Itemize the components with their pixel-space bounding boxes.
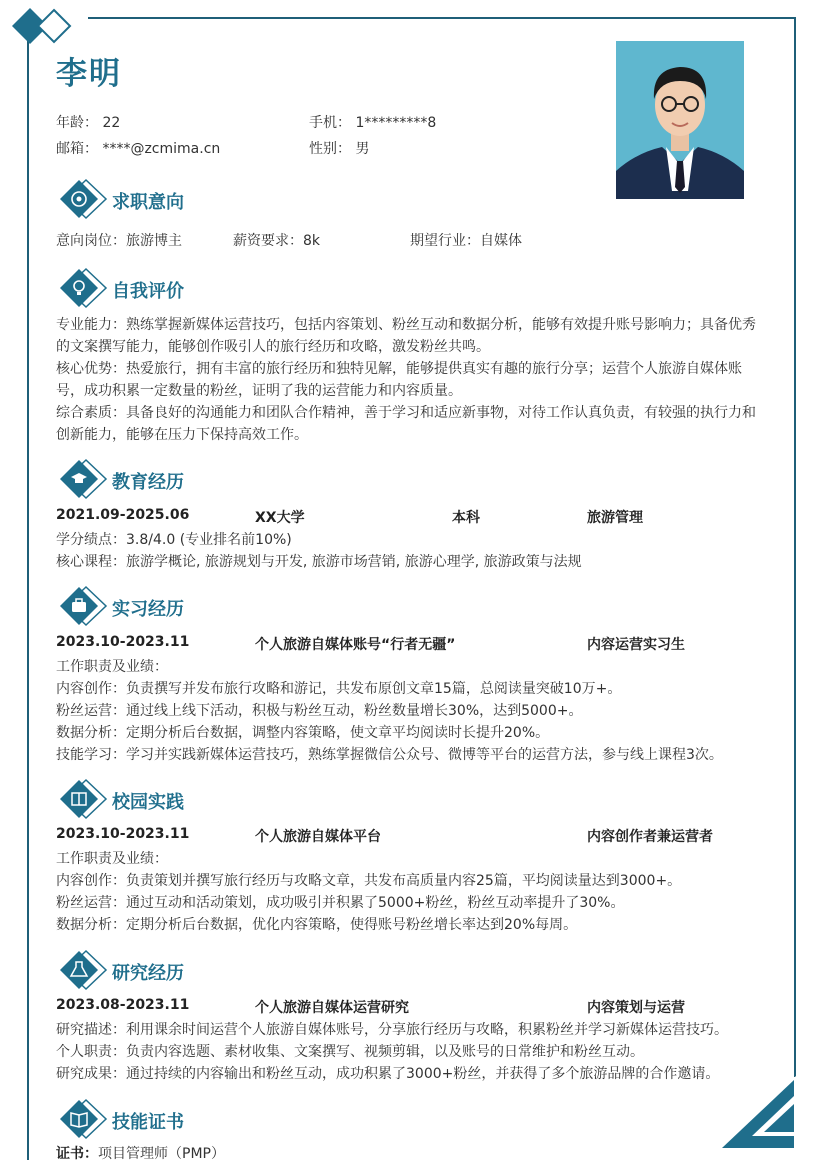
edu-courses: 核心课程：旅游学概论, 旅游规划与开发, 旅游市场营销, 旅游心理学, 旅游政策与法规 bbox=[56, 554, 582, 570]
research-line: 研究成果：通过持续的内容输出和粉丝互动，成功积累了3000+粉丝，并获得了多个旅游品牌的合作邀请。 bbox=[56, 1066, 720, 1082]
target-icon bbox=[58, 178, 108, 220]
intent-position: 意向岗位：旅游博主 bbox=[56, 233, 182, 249]
edu-degree: 本科 bbox=[452, 510, 480, 526]
frame-left-line bbox=[27, 30, 29, 1160]
campus-org: 个人旅游自媒体平台 bbox=[255, 829, 381, 845]
intern-line: 内容创作：负责撰写并发布旅行攻略和游记，共发布原创文章15篇，总阅读量突破10万+。 bbox=[56, 681, 622, 697]
intern-line: 粉丝运营：通过线上线下活动，积极与粉丝互动，粉丝数量增长30%，达到5000+。 bbox=[56, 703, 583, 719]
cert-label: 证书： bbox=[56, 1146, 98, 1162]
section-title: 实习经历 bbox=[112, 599, 184, 620]
candidate-name: 李明 bbox=[56, 56, 122, 92]
research-line: 研究描述：利用课余时间运营个人旅游自媒体账号，分享旅行经历与攻略，积累粉丝并学习新媒体运营技巧。 bbox=[56, 1022, 728, 1038]
section-title: 自我评价 bbox=[112, 281, 184, 302]
corner-stripe-decoration bbox=[716, 1076, 796, 1150]
phone-value: 1*********8 bbox=[355, 115, 437, 131]
phone-label: 手机： bbox=[309, 115, 351, 131]
intent-salary: 薪资要求：8k bbox=[233, 233, 321, 249]
research-period: 2023.08-2023.11 bbox=[56, 997, 190, 1013]
campus-line: 工作职责及业绩： bbox=[56, 851, 168, 867]
campus-role: 内容创作者兼运营者 bbox=[587, 829, 713, 845]
phone-row bbox=[309, 112, 436, 132]
section-title: 求职意向 bbox=[112, 192, 184, 213]
intern-line: 工作职责及业绩： bbox=[56, 659, 168, 675]
email-value: ****@zcmima.cn bbox=[102, 141, 221, 157]
section-internship bbox=[58, 585, 658, 629]
intern-period: 2023.10-2023.11 bbox=[56, 634, 190, 650]
intent-industry: 期望行业：自媒体 bbox=[410, 233, 522, 249]
cert-row bbox=[56, 1144, 225, 1164]
campus-line: 粉丝运营：通过互动和活动策划，成功吸引并积累了5000+粉丝，粉丝互动率提升了30%。 bbox=[56, 895, 625, 911]
section-research bbox=[58, 949, 658, 993]
section-title: 校园实践 bbox=[112, 792, 184, 813]
section-skills bbox=[58, 1098, 658, 1142]
corner-diamond-decoration bbox=[10, 6, 90, 46]
section-job-intent bbox=[58, 178, 658, 222]
edu-gpa: 学分绩点：3.8/4.0 (专业排名前10%) bbox=[56, 532, 292, 548]
intern-line: 技能学习：学习并实践新媒体运营技巧，熟练掌握微信公众号、微博等平台的运营方法，参与线上课程3次。 bbox=[56, 747, 723, 763]
intern-org: 个人旅游自媒体账号“行者无疆” bbox=[255, 637, 456, 653]
intern-line: 数据分析：定期分析后台数据，调整内容策略，使文章平均阅读时长提升20%。 bbox=[56, 725, 550, 741]
building-icon bbox=[58, 778, 108, 820]
section-self-eval bbox=[58, 267, 658, 311]
flask-icon bbox=[58, 949, 108, 991]
gender-row bbox=[309, 138, 369, 158]
edu-period: 2021.09-2025.06 bbox=[56, 507, 190, 523]
self-eval-quality: 综合素质：具备良好的沟通能力和团队合作精神，善于学习和适应新事物，对待工作认真负责，有较强的执行力和创新能力，能够在压力下保持高效工作。 bbox=[56, 405, 756, 443]
profile-photo bbox=[616, 41, 744, 199]
age-row bbox=[56, 112, 120, 132]
section-title: 技能证书 bbox=[112, 1112, 184, 1133]
age-value: 22 bbox=[102, 115, 121, 131]
self-eval-strength: 核心优势：热爱旅行，拥有丰富的旅行经历和独特见解，能够提供真实有趣的旅行分享；运营个人旅游自媒体账号，成功积累一定数量的粉丝，证明了我的运营能力和内容质量。 bbox=[56, 361, 742, 399]
section-title: 教育经历 bbox=[112, 472, 184, 493]
research-org: 个人旅游自媒体运营研究 bbox=[255, 1000, 409, 1016]
lightbulb-icon bbox=[58, 267, 108, 309]
age-label: 年龄： bbox=[56, 115, 98, 131]
section-title: 研究经历 bbox=[112, 963, 184, 984]
gender-value: 男 bbox=[355, 141, 370, 157]
gender-label: 性别： bbox=[309, 141, 351, 157]
campus-line: 数据分析：定期分析后台数据，优化内容策略，使得账号粉丝增长率达到20%每周。 bbox=[56, 917, 578, 933]
research-line: 个人职责：负责内容选题、素材收集、文案撰写、视频剪辑，以及账号的日常维护和粉丝互动。 bbox=[56, 1044, 644, 1060]
cert-value: 项目管理师（PMP） bbox=[98, 1146, 225, 1162]
intern-role: 内容运营实习生 bbox=[587, 637, 685, 653]
graduation-cap-icon bbox=[58, 458, 108, 500]
email-label: 邮箱： bbox=[56, 141, 98, 157]
section-education bbox=[58, 458, 658, 502]
email-row bbox=[56, 138, 220, 158]
briefcase-icon bbox=[58, 585, 108, 627]
campus-line: 内容创作：负责策划并撰写旅行经历与攻略文章，共发布高质量内容25篇，平均阅读量达到3000+。 bbox=[56, 873, 682, 889]
campus-period: 2023.10-2023.11 bbox=[56, 826, 190, 842]
frame-right-line bbox=[794, 17, 796, 1077]
edu-school: XX大学 bbox=[255, 510, 305, 526]
edu-major: 旅游管理 bbox=[587, 510, 643, 526]
book-icon bbox=[58, 1098, 108, 1140]
frame-top-line bbox=[88, 17, 796, 19]
section-campus bbox=[58, 778, 658, 822]
self-eval-professional: 专业能力：熟练掌握新媒体运营技巧，包括内容策划、粉丝互动和数据分析，能够有效提升账号影响力；具备优秀的文案撰写能力，能够创作吸引人的旅行经历和攻略，激发粉丝共鸣。 bbox=[56, 317, 756, 355]
research-role: 内容策划与运营 bbox=[587, 1000, 685, 1016]
